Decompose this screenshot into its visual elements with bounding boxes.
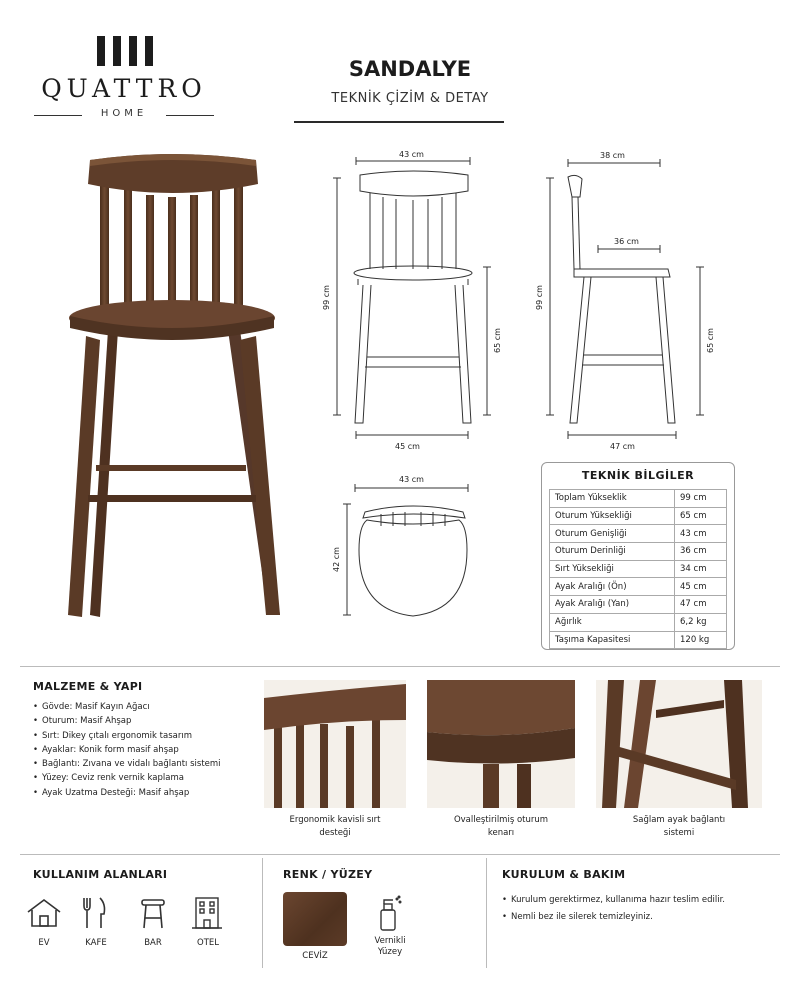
specs-title: TEKNİK BİLGİLER (581, 469, 695, 482)
dim-top-width: 43 cm (399, 475, 424, 484)
surface-label-line: Vernikli (374, 936, 406, 946)
side-view-drawing (530, 145, 730, 455)
dim-front-seat-height: 65 cm (493, 328, 502, 353)
spray-bottle-icon (375, 896, 403, 932)
materials-list (33, 700, 253, 800)
surface-label (360, 936, 420, 958)
bar-stool-icon (137, 896, 169, 930)
spec-value: 47 cm (675, 596, 727, 614)
spec-value: 36 cm (675, 543, 727, 561)
usage-label-bar: BAR (144, 938, 162, 948)
brand-name: QUATTRO (41, 74, 207, 103)
table-row (550, 613, 727, 631)
specs-table (549, 489, 727, 649)
spec-label: Toplam Yükseklik (550, 490, 675, 508)
spec-value: 34 cm (675, 560, 727, 578)
list-item: • Yüzey: Ceviz renk vernik kaplama (33, 771, 253, 785)
spec-value: 120 kg (675, 631, 727, 649)
top-view-drawing (325, 470, 485, 630)
dim-top-depth: 42 cm (332, 547, 341, 572)
spec-label: Sırt Yüksekliği (550, 560, 675, 578)
finish-title: RENK / YÜZEY (283, 868, 373, 881)
usage-label-kafe: KAFE (85, 938, 107, 948)
specs-panel (541, 462, 735, 650)
dim-front-width: 43 cm (399, 150, 424, 159)
caption-line: Sağlam ayak bağlantı (632, 815, 726, 825)
spec-value: 99 cm (675, 490, 727, 508)
section-divider (20, 666, 780, 667)
detail-caption-seat (427, 814, 575, 840)
list-item: • Gövde: Masif Kayın Ağacı (33, 700, 253, 714)
color-name: CEVİZ (302, 951, 328, 961)
materials-title: MALZEME & YAPI (33, 680, 143, 693)
spec-label: Oturum Yüksekliği (550, 507, 675, 525)
column-divider (486, 858, 487, 968)
brand-sub-row (34, 108, 214, 122)
dim-side-seat-depth: 36 cm (614, 237, 639, 246)
table-row (550, 507, 727, 525)
table-row (550, 560, 727, 578)
page-subtitle: TEKNİK ÇİZİM & DETAY (331, 91, 489, 106)
dim-front-height: 99 cm (322, 285, 331, 310)
list-item: • Sırt: Dikey çıtalı ergonomik tasarım (33, 729, 253, 743)
list-item: • Nemli bez ile silerek temizleyiniz. (502, 909, 782, 926)
spec-label: Oturum Genişliği (550, 525, 675, 543)
caption-line: Ovalleştirilmiş oturum (453, 815, 549, 825)
dim-front-leg-span: 45 cm (395, 442, 420, 451)
dim-side-depth: 38 cm (600, 151, 625, 160)
detail-photo-backrest (264, 680, 406, 808)
spec-label: Oturum Derinliği (550, 543, 675, 561)
detail-caption-backrest (264, 814, 406, 840)
chair-photo (60, 150, 290, 625)
spec-value: 6,2 kg (675, 613, 727, 631)
page-title: SANDALYE (348, 57, 472, 81)
caption-line: desteği (319, 828, 351, 838)
brand-logo-bars (97, 36, 157, 66)
spec-label: Ayak Aralığı (Ön) (550, 578, 675, 596)
table-row (550, 525, 727, 543)
care-list (502, 892, 782, 926)
list-item: • Oturum: Masif Ahşap (33, 714, 253, 728)
surface-label-line: Yüzey (377, 947, 403, 957)
table-row (550, 543, 727, 561)
detail-caption-legs (596, 814, 762, 840)
list-item: • Ayak Uzatma Desteği: Masif ahşap (33, 786, 253, 800)
house-icon (24, 896, 64, 930)
dim-side-height: 99 cm (535, 285, 544, 310)
list-item: • Kurulum gerektirmez, kullanıma hazır teslim edilir. (502, 892, 782, 909)
caption-line: kenarı (487, 828, 515, 838)
detail-photo-seat (427, 680, 575, 808)
spec-label: Ağırlık (550, 613, 675, 631)
spec-value: 43 cm (675, 525, 727, 543)
section-divider (20, 854, 780, 855)
caption-line: Ergonomik kavisli sırt (289, 815, 381, 825)
table-row (550, 490, 727, 508)
care-title: KURULUM & BAKIM (502, 868, 626, 881)
caption-line: sistemi (663, 828, 695, 838)
spec-value: 65 cm (675, 507, 727, 525)
spec-value: 45 cm (675, 578, 727, 596)
dim-side-seat-height: 65 cm (706, 328, 715, 353)
spec-label: Taşıma Kapasitesi (550, 631, 675, 649)
title-rule (294, 121, 504, 123)
usage-label-otel: OTEL (197, 938, 219, 948)
column-divider (262, 858, 263, 968)
table-row (550, 631, 727, 649)
color-swatch-walnut (283, 892, 347, 946)
hotel-building-icon (190, 894, 224, 930)
table-row (550, 596, 727, 614)
front-view-drawing (322, 145, 505, 455)
spec-label: Ayak Aralığı (Yan) (550, 596, 675, 614)
table-row (550, 578, 727, 596)
usage-label-ev: EV (38, 938, 50, 948)
list-item: • Bağlantı: Zıvana ve vidalı bağlantı sistemi (33, 757, 253, 771)
fork-knife-icon (80, 896, 110, 930)
usage-title: KULLANIM ALANLARI (33, 868, 168, 881)
brand-sub: HOME (100, 108, 148, 119)
dim-side-leg-span: 47 cm (610, 442, 635, 451)
list-item: • Ayaklar: Konik form masif ahşap (33, 743, 253, 757)
detail-photo-legs (596, 680, 762, 808)
